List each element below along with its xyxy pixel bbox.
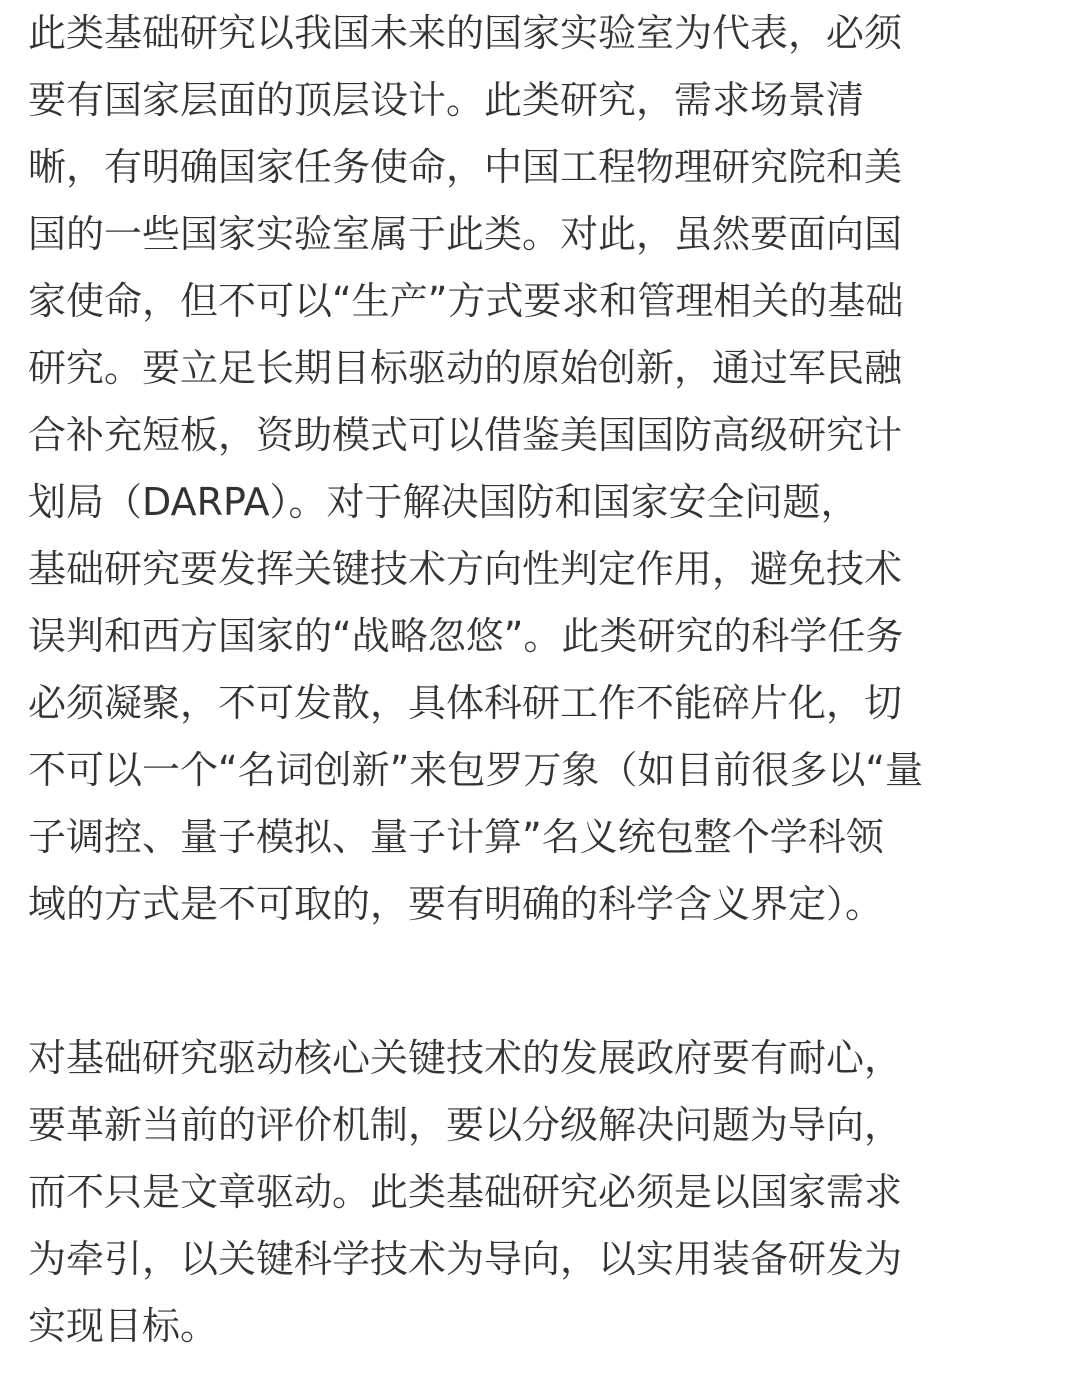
text-line: 对基础研究驱动核心关键技术的发展政府要有耐心，	[28, 1036, 903, 1080]
text-line: 不可以一个“名词创新”来包罗万象（如目前很多以“量	[28, 748, 924, 792]
text-line: 要革新当前的评价机制，要以分级解决问题为导向，	[28, 1103, 903, 1147]
text-line: 此类基础研究以我国未来的国家实验室为代表，必须	[28, 11, 903, 55]
text-line: 误判和西方国家的“战略忽悠”。此类研究的科学任务	[28, 614, 904, 658]
text-line: 域的方式是不可取的，要有明确的科学含义界定）。	[28, 882, 884, 926]
paragraph-spacer	[28, 938, 1060, 1025]
text-line: 子调控、量子模拟、量子计算”名义统包整个学科领	[28, 815, 884, 859]
text-line: 必须凝聚，不可发散，具体科研工作不能碎片化，切	[28, 681, 903, 725]
text-line: 划局（DARPA）。对于解决国防和国家安全问题，	[28, 480, 859, 524]
text-line: 晰，有明确国家任务使命，中国工程物理研究院和美	[28, 145, 903, 189]
text-line: 家使命，但不可以“生产”方式要求和管理相关的基础	[28, 279, 904, 323]
paragraph-1	[28, 0, 1060, 938]
text-line: 实现目标。	[28, 1304, 219, 1348]
text-line: 国的一些国家实验室属于此类。对此，虽然要面向国	[28, 212, 903, 256]
text-line: 而不只是文章驱动。此类基础研究必须是以国家需求	[28, 1170, 903, 1214]
text-line: 合补充短板，资助模式可以借鉴美国国防高级研究计	[28, 413, 903, 457]
text-line: 基础研究要发挥关键技术方向性判定作用，避免技术	[28, 547, 903, 591]
text-line: 为牵引，以关键科学技术为导向，以实用装备研发为	[28, 1237, 903, 1281]
text-line: 要有国家层面的顶层设计。此类研究，需求场景清	[28, 78, 865, 122]
article-body	[28, 0, 1060, 1360]
text-line: 研究。要立足长期目标驱动的原始创新，通过军民融	[28, 346, 903, 390]
paragraph-2	[28, 1025, 1060, 1360]
